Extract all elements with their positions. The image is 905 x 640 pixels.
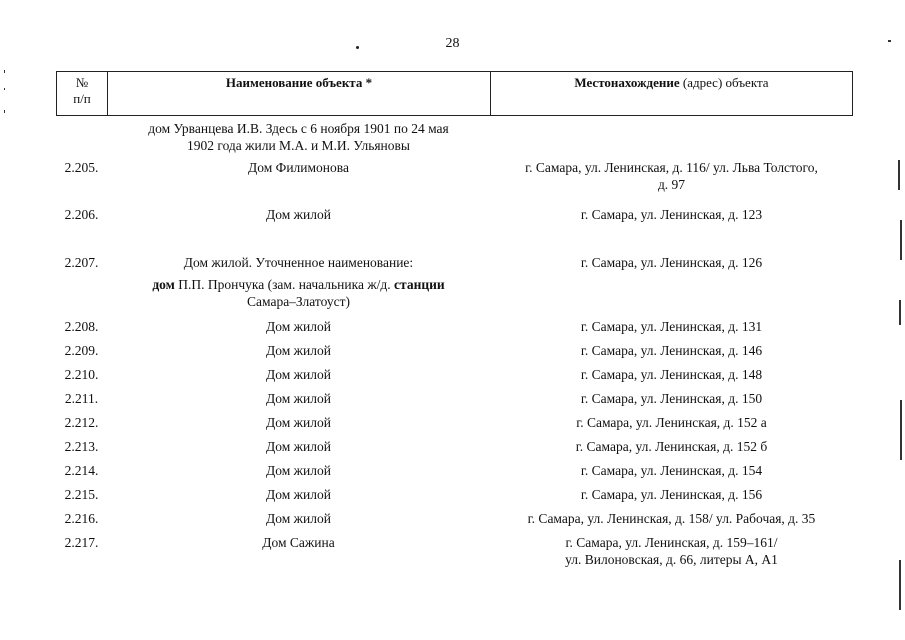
row-address: г. Самара, ул. Ленинская, д. 126: [580, 255, 763, 270]
row-number: 2.205.: [64, 160, 99, 175]
row-name: Дом жилой: [266, 319, 331, 334]
row-name: Дом жилой: [266, 415, 331, 430]
header-number-sublabel: п/п: [73, 91, 91, 106]
row-name: Дом жилой: [266, 343, 331, 358]
row-address: г. Самара, ул. Ленинская, д. 154: [580, 463, 763, 478]
row-name-line: Самара–Златоуст): [247, 294, 350, 309]
row-address: г. Самара, ул. Ленинская, д. 150: [580, 391, 763, 406]
row-name: Дом жилой: [266, 391, 331, 406]
row-number: 2.212.: [64, 415, 99, 430]
continuation-line: дом Урванцева И.В. Здесь с 6 ноября 1901 по 24 мая: [148, 121, 449, 136]
header-number-label: №: [75, 75, 89, 90]
row-number: 2.213.: [64, 439, 99, 454]
row-name: Дом Сажина: [262, 535, 335, 550]
row-number: 2.210.: [64, 367, 99, 382]
row-address: г. Самара, ул. Ленинская, д. 131: [580, 319, 763, 334]
header-address-rest: (адрес) объекта: [679, 75, 769, 90]
row-name: Дом жилой: [266, 207, 331, 222]
row-address-line: г. Самара, ул. Ленинская, д. 159–161/: [565, 535, 778, 550]
scan-edge-mark: [4, 88, 5, 90]
scan-edge-mark: [888, 40, 891, 42]
scan-speck: [356, 46, 359, 49]
header-name-label: Наименование объекта *: [225, 75, 373, 90]
scan-edge-mark: [900, 220, 902, 260]
row-name: Дом жилой: [266, 439, 331, 454]
row-number: 2.207.: [64, 255, 99, 270]
row-name-text: П.П. Прончука (зам. начальника ж/д.: [174, 277, 395, 292]
scan-edge-mark: [4, 70, 5, 73]
scan-edge-mark: [899, 300, 901, 325]
scan-edge-mark: [899, 560, 901, 610]
continuation-name: [107, 120, 490, 154]
row-name: [107, 254, 490, 310]
row-name-bold: дом: [152, 277, 175, 292]
row-name: Дом жилой: [266, 463, 331, 478]
row-address-line: г. Самара, ул. Ленинская, д. 116/ ул. Льва Толстого,: [525, 160, 818, 175]
scan-edge-mark: [4, 110, 5, 113]
continuation-line: 1902 года жили М.А. и М.И. Ульяновы: [187, 138, 410, 153]
row-name-bold: станции: [394, 277, 445, 292]
row-name: Дом Филимонова: [248, 160, 349, 175]
header-name-cell: [108, 72, 491, 115]
row-name-line: Дом жилой. Уточненное наименование:: [183, 255, 414, 270]
row-address: г. Самара, ул. Ленинская, д. 123: [580, 207, 763, 222]
row-number: 2.209.: [64, 343, 99, 358]
row-name: Дом жилой: [266, 487, 331, 502]
row-number: 2.215.: [64, 487, 99, 502]
row-number: 2.208.: [64, 319, 99, 334]
row-address: г. Самара, ул. Ленинская, д. 152 б: [575, 439, 768, 454]
header-address-cell: [491, 72, 852, 115]
row-number: 2.214.: [64, 463, 99, 478]
row-address: г. Самара, ул. Ленинская, д. 158/ ул. Рабочая, д. 35: [527, 511, 816, 526]
row-number: 2.216.: [64, 511, 99, 526]
scan-edge-mark: [900, 400, 902, 460]
header-number-cell: [57, 72, 108, 115]
row-address: [490, 534, 853, 568]
row-name: Дом жилой: [266, 367, 331, 382]
row-name-line: [107, 276, 490, 293]
row-address: г. Самара, ул. Ленинская, д. 148: [580, 367, 763, 382]
row-address: г. Самара, ул. Ленинская, д. 146: [580, 343, 763, 358]
row-address: [490, 159, 853, 193]
header-address-bold: Местонахождение: [574, 75, 680, 90]
row-number: 2.211.: [64, 391, 99, 406]
row-number: 2.206.: [64, 207, 99, 222]
row-number: 2.217.: [64, 535, 99, 550]
row-name: Дом жилой: [266, 511, 331, 526]
scan-edge-mark: [898, 160, 900, 190]
page-number: 28: [445, 36, 460, 51]
row-address: г. Самара, ул. Ленинская, д. 156: [580, 487, 763, 502]
row-address: г. Самара, ул. Ленинская, д. 152 а: [576, 415, 767, 430]
row-address-line: д. 97: [657, 177, 686, 192]
table-header: [56, 71, 853, 116]
row-address-line: ул. Вилоновская, д. 66, литеры А, А1: [565, 552, 778, 567]
